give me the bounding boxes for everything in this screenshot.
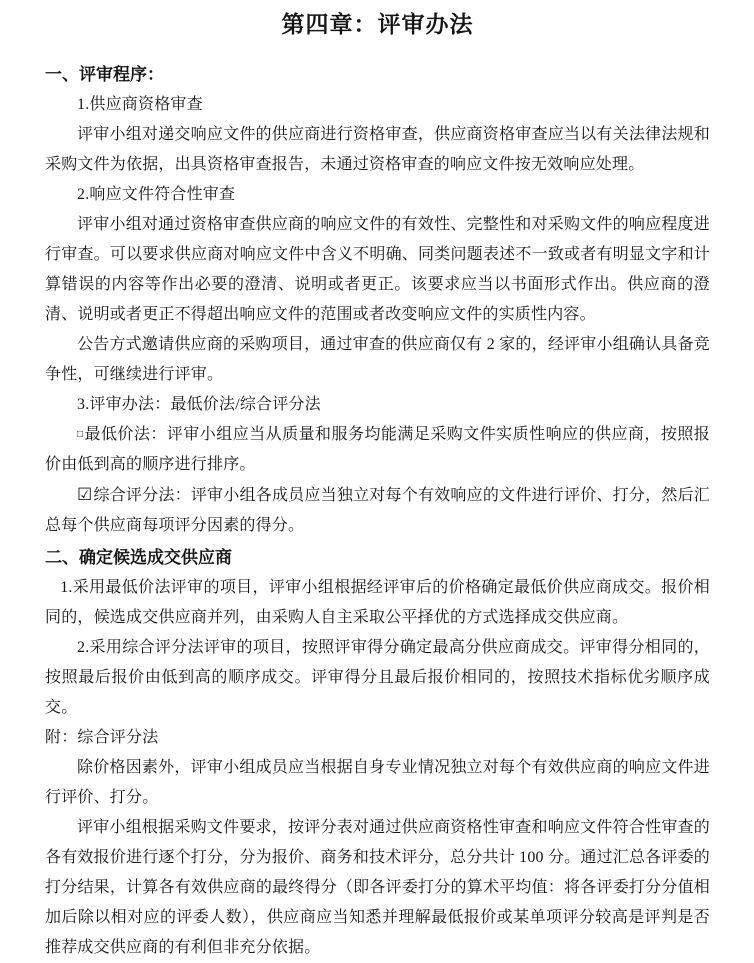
- paragraph-evaluation-method-title: 3.评审办法：最低价法/综合评分法: [77, 396, 321, 413]
- paragraph-two-suppliers-competitiveness: 公告方式邀请供应商的采购项目，通过审查的供应商仅有 2 家的，经评审小组确认具备竞争性，可继续进行评审。: [45, 336, 710, 383]
- paragraph-lowest-price-method: [45, 420, 710, 480]
- paragraph-independent-scoring: 除价格因素外，评审小组成员应当根据自身专业情况独立对每个有效供应商的响应文件进行评价、打分。: [45, 759, 710, 806]
- paragraph-appendix-title: 附：综合评分法: [45, 729, 159, 746]
- checkbox-checked-icon: ☑: [77, 485, 93, 504]
- page-title-text: 第四章：评审办法: [281, 11, 474, 37]
- checkbox-unchecked-icon: □: [77, 429, 84, 440]
- section-2-heading: 二、确定候选成交供应商: [45, 548, 232, 567]
- paragraph-lowest-price-award: 1.采用最低价法评审的项目，评审小组根据经评审后的价格确定最低价供应商成交。报价相同的，候选成交供应商并列，由采购人自主采取公平择优的方式选择成交供应商。: [45, 579, 710, 626]
- section-1-heading: 一、评审程序：: [45, 65, 164, 84]
- paragraph-qualification-review-body: 评审小组对递交响应文件的供应商进行资格审查，供应商资格审查应当以有关法律法规和采购文件为依据，出具资格审查报告，未通过资格审查的响应文件按无效响应处理。: [45, 126, 710, 173]
- page-title: [45, 8, 710, 40]
- paragraph-conformity-review-body: 评审小组对通过资格审查供应商的响应文件的有效性、完整性和对采购文件的响应程度进行审查。可以要求供应商对响应文件中含义不明确、同类问题表述不一致或者有明显文字和计算错误的内容等作出必要的澄清、说明或者更正。该要求应当以书面形式作出。供应商的澄清、说明或者更正不得超出响应文件的范围或者改变响应文件的实质性内容。: [45, 216, 710, 323]
- paragraph-comprehensive-scoring-method: [45, 480, 710, 541]
- lowest-price-method-text: 最低价法：评审小组应当从质量和服务均能满足采购文件实质性响应的供应商，按照报价由低到高的顺序进行排序。: [45, 426, 710, 473]
- paragraph-scoring-table-total-100: 评审小组根据采购文件要求，按评分表对通过供应商资格性审查和响应文件符合性审查的各有效报价进行逐个打分，分为报价、商务和技术评分，总分共计 100 分。通过汇总各评委的打分结果，计算各有效供应商的最终得分（即各评委打分的算术平均值：将各评委打分分值相加后除以相对应的评委人数），供应商应当知悉并理解最低报价或某单项评分较高是评判是否推荐成交供应商的有利但非充分依据。: [45, 819, 710, 956]
- paragraph-response-conformity-review-title: 2.响应文件符合性审查: [77, 186, 236, 203]
- comprehensive-scoring-method-text: 综合评分法：评审小组各成员应当独立对每个有效响应的文件进行评价、打分，然后汇总每个供应商每项评分因素的得分。: [45, 487, 710, 534]
- paragraph-supplier-qualification-review-title: 1.供应商资格审查: [77, 96, 203, 113]
- paragraph-highest-score-award: 2.采用综合评分法评审的项目，按照评审得分确定最高分供应商成交。评审得分相同的，按照最后报价由低到高的顺序成交。评审得分且最后报价相同的，按照技术指标优劣顺序成交。: [45, 639, 710, 716]
